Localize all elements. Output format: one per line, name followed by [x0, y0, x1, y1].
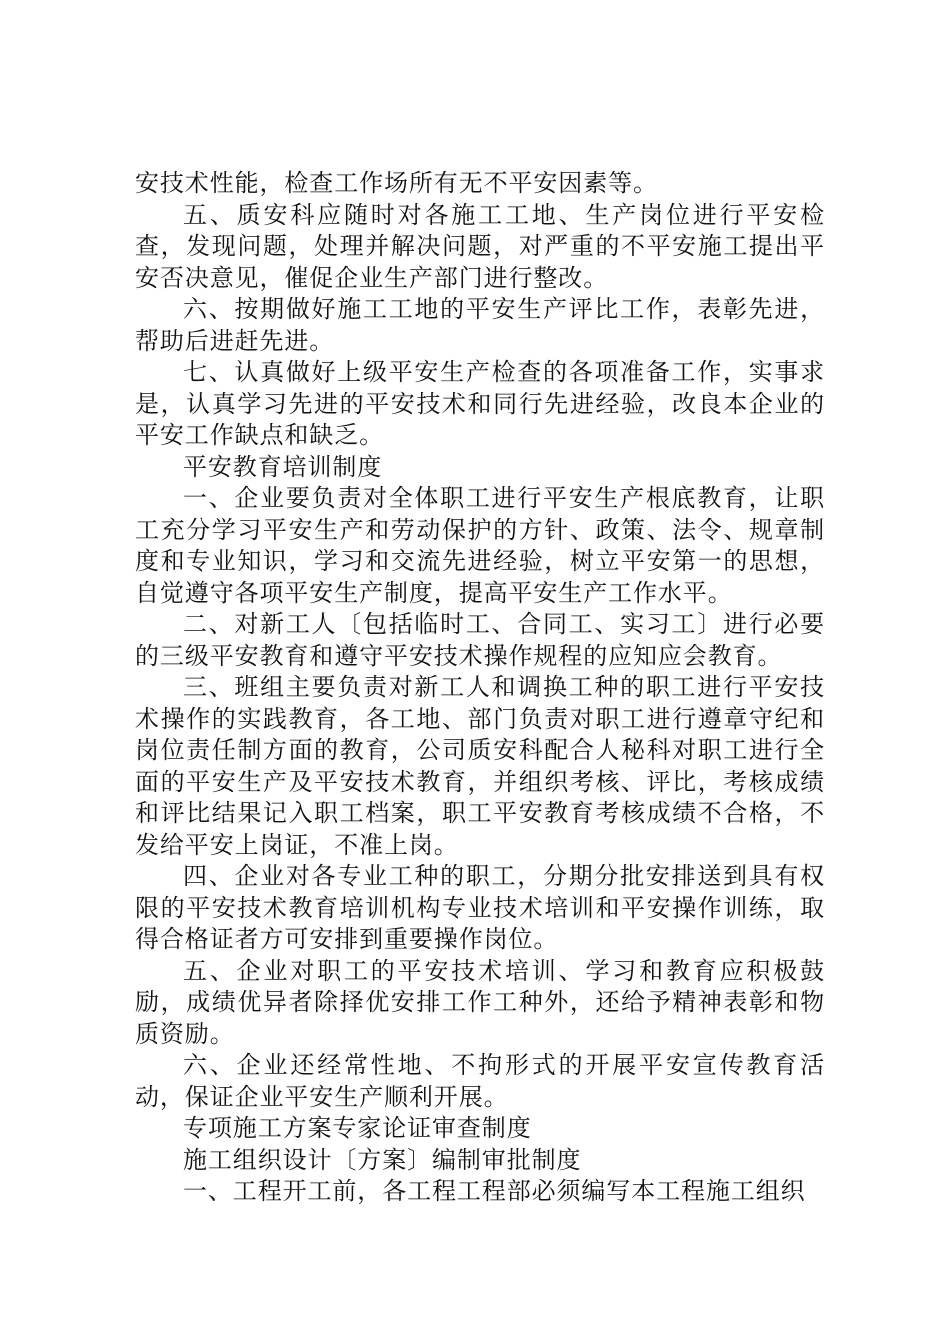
paragraph-training-item-2: 二、对新工人〔包括临时工、合同工、实习工〕进行必要的三级平安教育和遵守平安技术操作规程的应知应会教育。	[135, 610, 825, 670]
paragraph-training-item-5: 五、企业对职工的平安技术培训、学习和教育应积极鼓励，成绩优异者除择优安排工作工种外，还给予精神表彰和物质资励。	[135, 956, 825, 1048]
section-heading-construction-design: 施工组织设计〔方案〕编制审批制度	[183, 1145, 582, 1174]
paragraph-item-5-inspection: 五、质安科应随时对各施工工地、生产岗位进行平安检查，发现问题，处理并解决问题，对严重的不平安施工提出平安否决意见，催促企业生产部门进行整改。	[135, 200, 825, 292]
section-heading-training: 平安教育培训制度	[183, 452, 383, 481]
document-body	[135, 168, 825, 1208]
paragraph-training-item-4: 四、企业对各专业工种的职工，分期分批安排送到具有权限的平安技术教育培训机构专业技术培训和平安操作训练，取得合格证者方可安排到重要操作岗位。	[135, 862, 825, 953]
section-heading-expert-review: 专项施工方案专家论证审查制度	[183, 1114, 532, 1142]
paragraph-item-6-evaluation: 六、按期做好施工工地的平安生产评比工作，表彰先进，帮助后进赶先进。	[135, 295, 825, 355]
paragraph-training-item-1: 一、企业要负责对全体职工进行平安生产根底教育，让职工充分学习平安生产和劳动保护的方针、政策、法令、规章制度和专业知识，学习和交流先进经验，树立平安第一的思想，自觉遵守各项平安生产制度，提高平安生产工作水平。	[135, 484, 825, 607]
paragraph-continued: 安技术性能，检查工作场所有无不平安因素等。	[135, 169, 658, 197]
paragraph-training-item-3: 三、班组主要负责对新工人和调换工种的职工进行平安技术操作的实践教育，各工地、部门负责对职工进行遵章守纪和岗位责任制方面的教育，公司质安科配合人秘科对职工进行全面的平安生产及平安技术教育，并组织考核、评比，考核成绩和评比结果记入职工档案，职工平安教育考核成绩不合格，不发给平安上岗证，不准上岗。	[135, 673, 825, 859]
paragraph-design-item-1: 一、工程开工前，各工程工程部必须编写本工程施工组织	[183, 1177, 806, 1205]
paragraph-item-7-preparation: 七、认真做好上级平安生产检查的各项准备工作，实事求是，认真学习先进的平安技术和同行先进经验，改良本企业的平安工作缺点和缺乏。	[135, 358, 825, 449]
paragraph-training-item-6: 六、企业还经常性地、不拘形式的开展平安宣传教育活动，保证企业平安生产顺利开展。	[135, 1051, 825, 1111]
